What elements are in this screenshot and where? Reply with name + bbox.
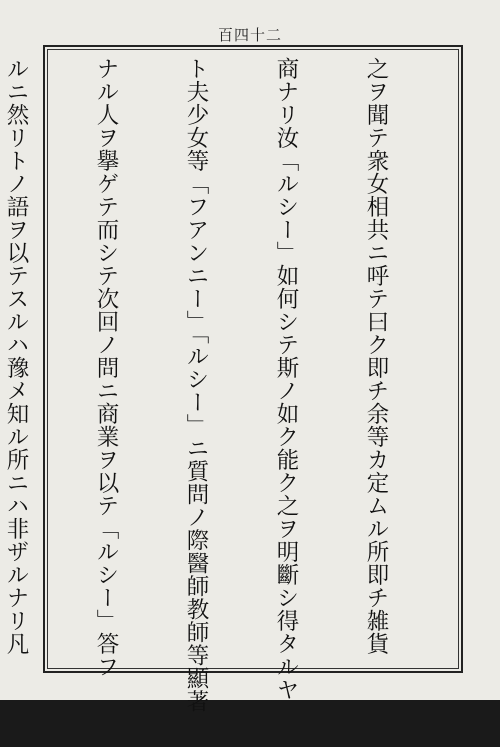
vertical-text-block (3, 57, 451, 713)
text-column-3: ト夫少女等「フアンニー」「ルシー」ニ質問ノ際醫師教師等顯著 (183, 57, 209, 713)
text-column-5: ルニ然リトノ語ヲ以テスルハ豫メ知ル所ニハ非ザルナリ凡 (3, 57, 29, 655)
text-column-4: ナル人ヲ擧ゲテ而シテ次回ノ問ニ商業ヲ以テ「ルシー」答フ (93, 57, 119, 678)
text-column-1: 之ヲ聞テ衆女相共ニ呼テ曰ク即チ余等カ定ムル所即チ雑貨 (363, 57, 389, 655)
page-number-header: 百四十二 (217, 26, 282, 44)
text-column-2: 商ナリ汝「ルシー」如何シテ斯ノ如ク能ク之ヲ明斷シ得タルヤ (273, 57, 299, 701)
text-frame (3, 45, 463, 713)
